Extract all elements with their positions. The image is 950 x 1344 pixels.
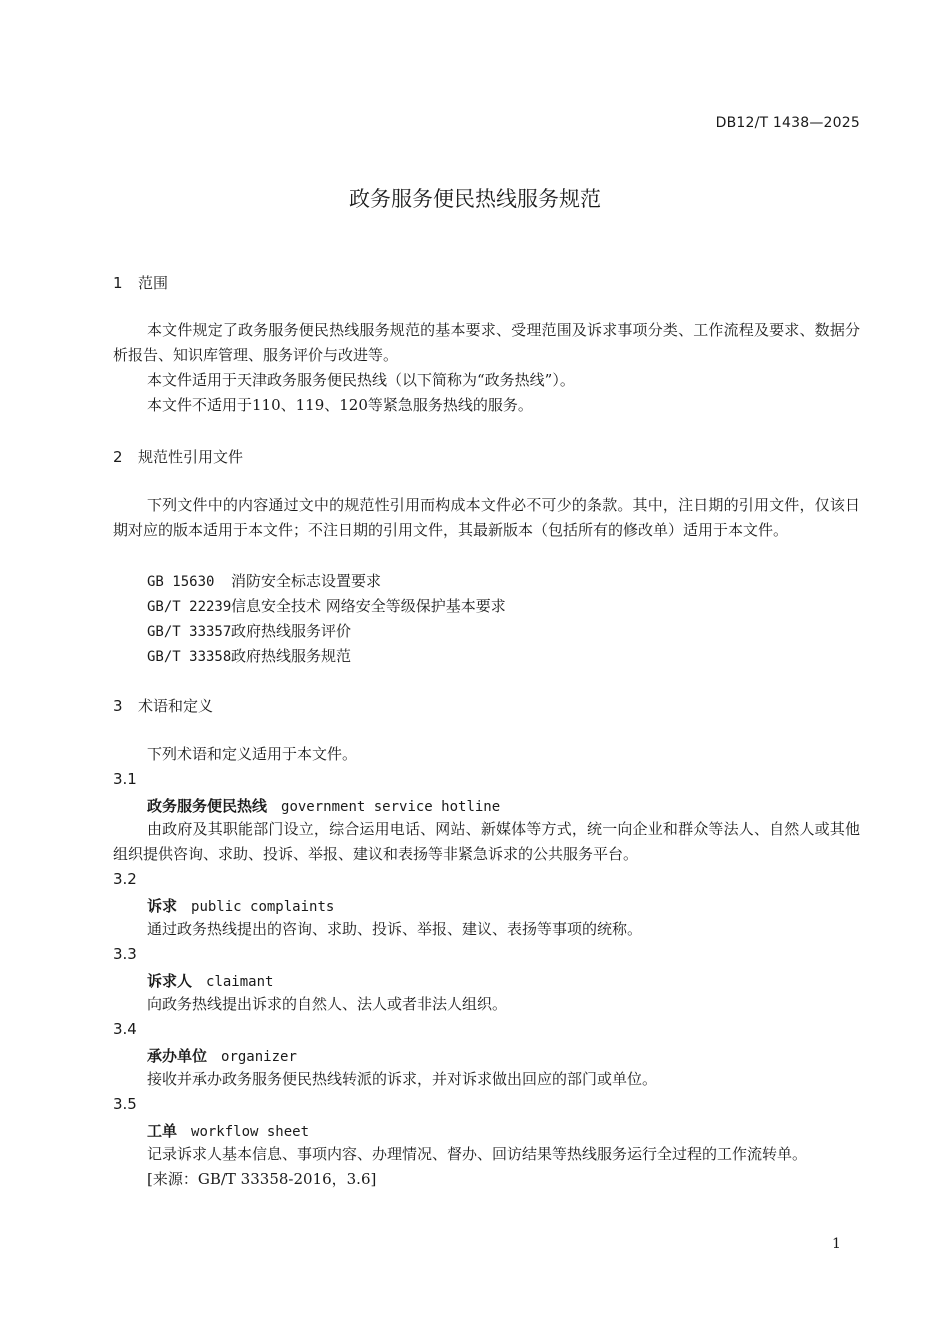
- page-title: 政务服务便民热线服务规范: [349, 187, 601, 211]
- section-3-intro: 下列术语和定义适用于本文件。: [147, 745, 358, 763]
- section-1-paragraph-3: 本文件不适用于110、119、120等紧急服务热线的服务。: [147, 396, 533, 414]
- term-en: organizer: [221, 1049, 297, 1065]
- term-zh: 政务服务便民热线: [147, 797, 268, 815]
- term-zh: 工单: [147, 1122, 178, 1140]
- term-heading: [147, 1045, 297, 1066]
- term-heading: [147, 795, 500, 816]
- normative-reference: [147, 645, 351, 666]
- reference-code: GB/T 22239: [147, 599, 232, 615]
- section-title: 范围: [138, 274, 169, 292]
- term-zh: 诉求人: [147, 972, 193, 990]
- reference-title: 信息安全技术 网络安全等级保护基本要求: [231, 597, 506, 615]
- term-heading: [147, 895, 334, 916]
- term-definition: 向政务热线提出诉求的自然人、法人或者非法人组织。: [147, 995, 508, 1013]
- term-number: 3.2: [113, 870, 137, 888]
- section-3-heading: [113, 695, 213, 716]
- section-1-heading: [113, 272, 168, 293]
- term-number: 3.3: [113, 945, 137, 963]
- normative-reference: [147, 620, 351, 641]
- reference-title: 政府热线服务规范: [231, 647, 352, 665]
- reference-code: GB 15630: [147, 574, 215, 590]
- term-heading: [147, 1120, 309, 1141]
- normative-reference: [147, 570, 381, 591]
- term-zh: 承办单位: [147, 1047, 208, 1065]
- reference-title: 消防安全标志设置要求: [231, 572, 382, 590]
- section-title: 规范性引用文件: [138, 448, 244, 466]
- term-heading: [147, 970, 273, 991]
- section-number: 1: [113, 274, 123, 292]
- term-source: [来源：GB/T 33358-2016，3.6]: [147, 1170, 377, 1188]
- section-title: 术语和定义: [138, 697, 214, 715]
- normative-reference: [147, 595, 506, 616]
- term-definition: 记录诉求人基本信息、事项内容、办理情况、督办、回访结果等热线服务运行全过程的工作流转单。: [147, 1145, 808, 1163]
- page-number: 1: [832, 1236, 841, 1252]
- reference-code: GB/T 33358: [147, 649, 232, 665]
- term-number: 3.1: [113, 770, 137, 788]
- section-2-intro: 下列文件中的内容通过文中的规范性引用而构成本文件必不可少的条款。其中，注日期的引用文件，仅该日期对应的版本适用于本文件；不注日期的引用文件，其最新版本（包括所有的修改单）适用于本文件。: [113, 496, 860, 539]
- term-en: claimant: [206, 974, 274, 990]
- section-number: 3: [113, 697, 123, 715]
- term-definition: 由政府及其职能部门设立，综合运用电话、网站、新媒体等方式，统一向企业和群众等法人、自然人或其他组织提供咨询、求助、投诉、举报、建议和表扬等非紧急诉求的公共服务平台。: [113, 820, 860, 863]
- section-1-paragraph-1: 本文件规定了政务服务便民热线服务规范的基本要求、受理范围及诉求事项分类、工作流程及要求、数据分析报告、知识库管理、服务评价与改进等。: [113, 321, 860, 364]
- term-en: workflow sheet: [191, 1124, 310, 1140]
- term-en: public complaints: [191, 899, 335, 915]
- reference-code: GB/T 33357: [147, 624, 232, 640]
- term-en: government service hotline: [281, 799, 501, 815]
- section-2-heading: [113, 446, 243, 467]
- term-definition: 通过政务热线提出的咨询、求助、投诉、举报、建议、表扬等事项的统称。: [147, 920, 643, 938]
- term-number: 3.4: [113, 1020, 137, 1038]
- term-definition: 接收并承办政务服务便民热线转派的诉求，并对诉求做出回应的部门或单位。: [147, 1070, 658, 1088]
- term-number: 3.5: [113, 1095, 137, 1113]
- document-code: DB12/T 1438—2025: [715, 115, 860, 131]
- section-1-paragraph-2: 本文件适用于天津政务服务便民热线（以下简称为“政务热线”）。: [147, 371, 575, 389]
- reference-title: 政府热线服务评价: [231, 622, 352, 640]
- section-number: 2: [113, 448, 123, 466]
- term-zh: 诉求: [147, 897, 178, 915]
